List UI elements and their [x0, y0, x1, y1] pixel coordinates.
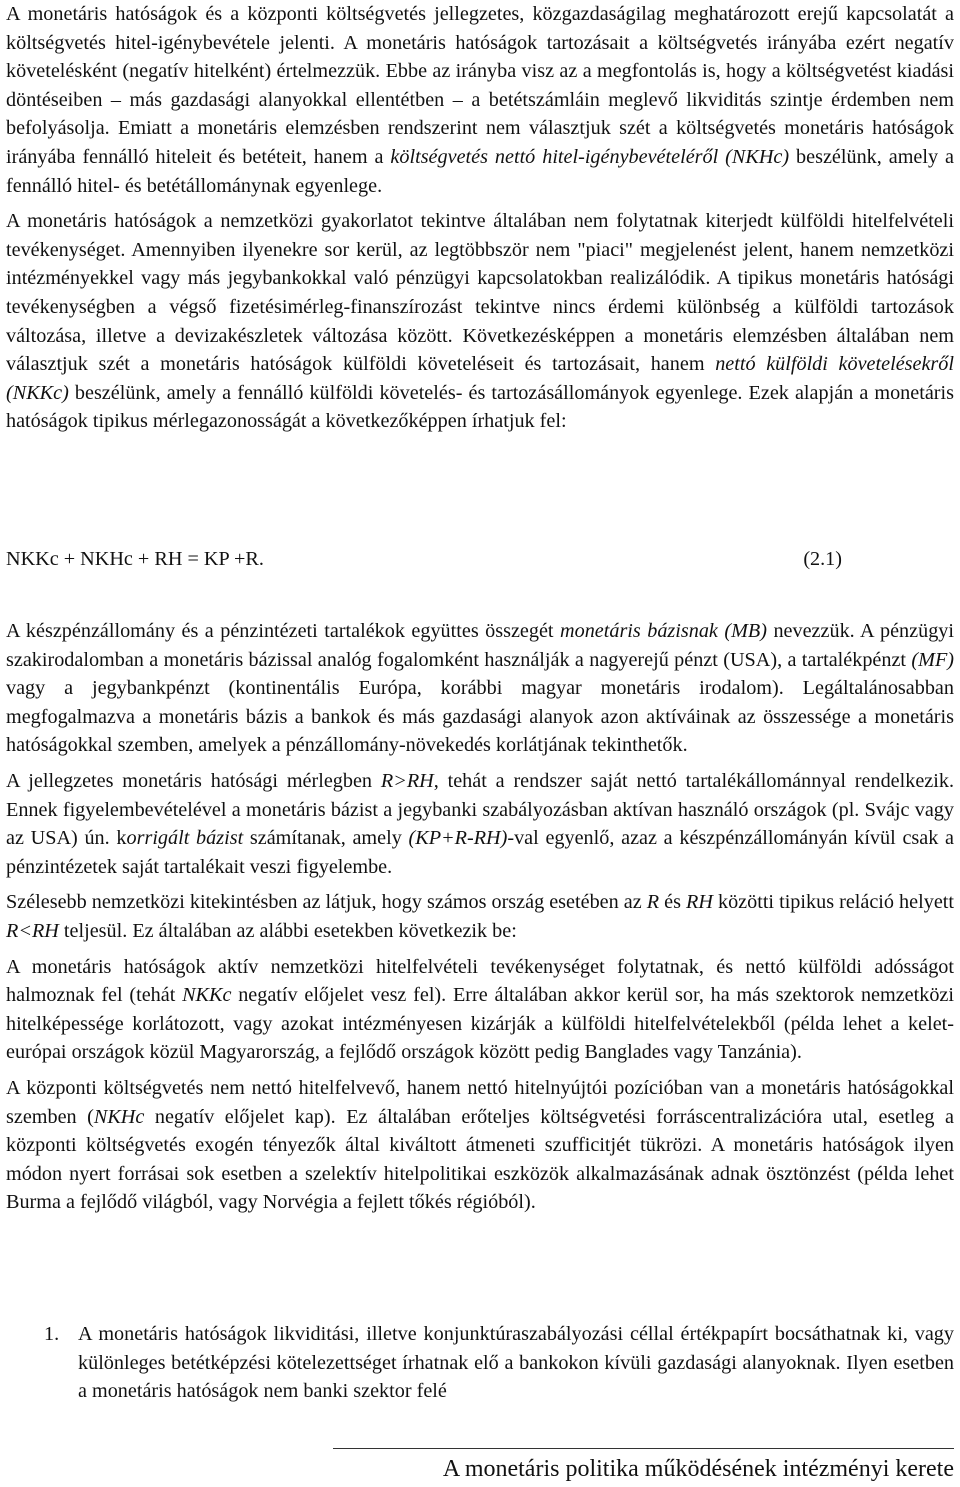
- italic-term: költségvetés nettó hitel-igénybevételéről (NKHc): [390, 145, 790, 168]
- equation-2-1: [6, 545, 842, 574]
- italic-term: monetáris bázisnak (MB): [560, 620, 767, 642]
- equation-number: (2.1): [803, 548, 842, 570]
- list-item: [6, 1320, 954, 1406]
- footer-title: A monetáris politika működésének intézményi kerete: [442, 1456, 954, 1482]
- equation-text: NKKc + NKHc + RH = KP +R.: [6, 548, 264, 570]
- italic-term: R<RH: [6, 919, 59, 942]
- footer-divider: [333, 1448, 954, 1449]
- italic-term: NKHc: [93, 1105, 145, 1128]
- body-text-top: [6, 0, 954, 443]
- paragraph-2: A monetáris hatóságok a nemzetközi gyakorlatot tekintve általában nem folytatnak kiterjedt külföldi hitelfelvételi tevékenységet. Amennyiben ilyenekre sor kerül, az legtöbbször nem "piaci" megjelenést jelent, hanem nemzetközi intézményekkel vagy más jegybankokkal való pénzügyi kapcsolatokban realizálódik. A tipikus monetáris hatósági tevékenységben a végső fizetésimérleg-finanszírozást tekintve nincs érdemi különbség a külföldi tartozások változása, illetve a devizakészletek változása között. Következésképpen a monetáris elemzésben általában nem választjuk szét a monetáris hatóságok külföldi követeléseit és tartozásait, hanem nettó külföldi követelésekről (NKKc) beszélünk, amely a fennálló külföldi követelés- és tartozásállományok egyenlege. Ezek alapján a monetáris hatóságok tipikus mérlegazonosságát a következőképpen írhatjuk fel:: [6, 210, 954, 433]
- paragraph-3: A készpénzállomány és a pénzintézeti tartalékok együttes összegét monetáris bázisnak (MB) nevezzük. A pénzügyi szakirodalomban a monetáris bázissal analóg fogalomként használják a nagyerejű pénzt (USA), a tartalékpénzt (MF) vagy a jegybankpénzt (kontinentális Európa, korábbi magyar monetáris irodalom). Legáltalánosabban megfogalmazva a monetáris bázis a bankok és más gazdasági alanyok azon aktíváinak az összessége a monetáris hatóságokkal szemben, amelyek a pénzállomány-növekedés korlátjának tekinthetők.: [6, 620, 954, 757]
- italic-term: (MF): [911, 648, 954, 671]
- paragraph-6: A monetáris hatóságok aktív nemzetközi hitelfelvételi tevékenységet folytatnak, és nettó külföldi adósságot halmoznak fel (tehát NKKc negatív előjelet vesz fel). Erre általában akkor kerül sor, ha más szektorok nemzetközi hitelképessége korlátozott, vagy azokat intézményesen kizárják a külföldi hitelfelvételekből (példa lehet a kelet-európai országok közül Magyarország, a fejlődő országok között pedig Banglades vagy Tanzánia).: [6, 955, 955, 1064]
- italic-term: R: [646, 891, 660, 914]
- italic-term: (KP+R-RH): [408, 827, 508, 850]
- paragraph-4: A jellegzetes monetáris hatósági mérlegben R>RH, tehát a rendszer saját nettó tartalékállománnyal rendelkezik. Ennek figyelembevételével a monetáris bázist a jegybanki szabályozásban aktívan használó országok (pl. Svájc vagy az USA) ún. korrigált bázist számítanak, amely (KP+R-RH)-val egyenlő, azaz a készpénzállományán kívül csak a pénzintézetek saját tartalékait veszi figyelembe.: [6, 769, 954, 878]
- paragraph-1: A monetáris hatóságok és a központi költségvetés jellegzetes, közgazdaságilag meghatározott erejű kapcsolatát a költségvetés hitel-igénybevétele jelenti. A monetáris hatóságok tartozásait a költségvetés irányába ezért negatív követelésként (negatív hitelként) értelmezzük. Ebbe az irányba visz az a megfontolás is, hogy a költségvetést kiadási döntéseiben – más gazdasági alanyokkal ellentétben – a betétszámláin meglevő likviditás szintje érdemben nem befolyásolja. Emiatt a monetáris elemzésben rendszerint nem választjuk szét a költségvetés monetáris hatóságok irányába fennálló hiteleit és betéteit, hanem a költségvetés nettó hitel-igénybevételéről (NKHc) beszélünk, amely a fennálló hitel- és betétállománynak egyenlege.: [6, 3, 954, 197]
- list-marker: 1.: [44, 1323, 60, 1345]
- italic-term: NKKc: [182, 984, 232, 1007]
- italic-term: R>RH: [380, 769, 434, 792]
- italic-term: nettó külföldi követelésekről (NKKc): [6, 353, 954, 404]
- list-item-text: A monetáris hatóságok likviditási, illetve konjunktúraszabályozási céllal értékpapírt bocsáthatnak ki, vagy különleges betétképzési kötelezettséget írhatnak elő a bankokon kívüli gazdasági alanyoknak. Ilyen esetben a monetáris hatóságok nem banki szektor felé: [78, 1323, 954, 1403]
- italic-term: RH: [686, 891, 713, 914]
- body-text-bottom: [6, 617, 954, 1224]
- paragraph-5: Szélesebb nemzetközi kitekintésben az látjuk, hogy számos ország esetében az R és RH közötti tipikus reláció helyett R<RH teljesül. Ez általában az alábbi esetekben következik be:: [6, 891, 954, 942]
- italic-term: orrigált bázist: [126, 827, 244, 850]
- paragraph-7: A központi költségvetés nem nettó hitelfelvevő, hanem nettó hitelnyújtói pozícióban van a monetáris hatóságokkal szemben (NKHc negatív előjelet kap). Ez általában erőteljes költségvetési forráscentralizációra utal, esetleg a központi költségvetés exogén tényezők által kiváltott átmeneti szufficitjét tükrözi. A monetáris hatóságok ilyen módon nyert forrásai sok esetben a szelektív hitelpolitikai eszközök alkalmazásának adnak ösztönzést (példa lehet Burma a fejlődő világból, vagy Norvégia a fejlett tőkés régióból).: [6, 1076, 954, 1214]
